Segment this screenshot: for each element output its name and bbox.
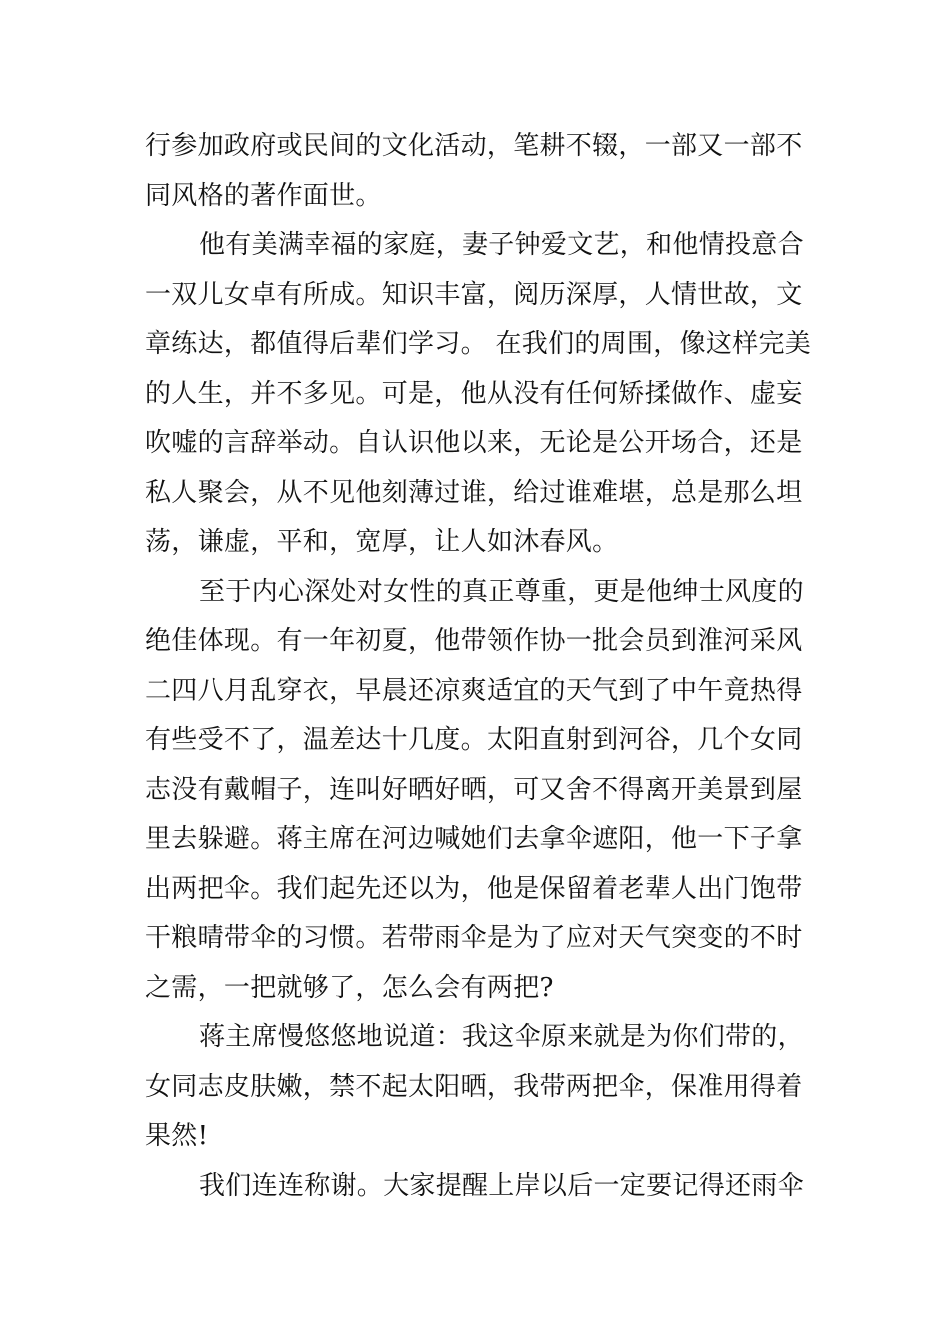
text-line: 果然! [145,1121,209,1151]
text-line: 荡，谦虚，平和，宽厚，让人如沐春风。 [145,527,619,557]
text-line: 干粮晴带伞的习惯。若带雨伞是为了应对天气突变的不时 [145,923,803,953]
text-line: 二四八月乱穿衣，早晨还凉爽适宜的天气到了中午竟热得 [145,675,803,706]
text-line: 一双儿女卓有所成。知识丰富，阅历深厚，人情世故，文 [145,279,803,310]
paragraph-start-line: 至于内心深处对女性的真正尊重，更是他绅士风度的 [199,576,804,607]
text-line: 同风格的著作面世。 [145,180,382,211]
text-line: 绝佳体现。有一年初夏，他带领作协一批会员到淮河采风 [145,626,803,656]
paragraph-start-line: 他有美满幸福的家庭，妻子钟爱文艺，和他情投意合 [199,230,804,260]
text-line: 出两把伞。我们起先还以为，他是保留着老辈人出门饱带 [145,873,803,904]
text-line: 里去躲避。蒋主席在河边喊她们去拿伞遮阳，他一下子拿 [145,824,803,854]
text-line: 有些受不了，温差达十几度。太阳直射到河谷，几个女同 [145,725,803,755]
text-line: 行参加政府或民间的文化活动，笔耕不辍，一部又一部不 [145,131,803,161]
text-line: 女同志皮肤嫩，禁不起太阳晒，我带两把伞，保准用得着 [145,1071,803,1102]
text-line: 志没有戴帽子，连叫好晒好晒，可又舍不得离开美景到屋 [145,774,803,805]
article-body [145,122,810,1211]
text-line: 的人生，并不多见。可是，他从没有任何矫揉做作、虚妄 [145,378,803,409]
text-line: 之需，一把就够了，怎么会有两把? [145,972,554,1003]
text-line: 私人聚会，从不见他刻薄过谁，给过谁难堪，总是那么坦 [145,477,803,508]
text-line: 章练达，都值得后辈们学习。 在我们的周围，像这样完美 [145,329,812,359]
paragraph-start-line: 我们连连称谢。大家提醒上岸以后一定要记得还雨伞 [199,1170,804,1201]
paragraph-start-line: 蒋主席慢悠悠地说道：我这伞原来就是为你们带的， [199,1022,804,1052]
text-line: 吹嘘的言辞举动。自认识他以来，无论是公开场合，还是 [145,428,803,458]
